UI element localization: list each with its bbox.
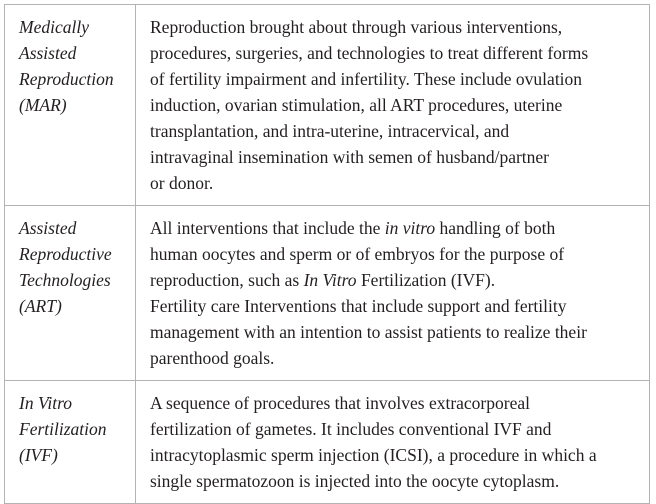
text-run: handling of both	[435, 218, 556, 238]
italic-term: In Vitro	[303, 270, 357, 290]
term-line: Technologies	[19, 270, 111, 290]
table-row	[5, 206, 650, 381]
term-line: Fertilization	[19, 419, 107, 439]
definition-line: Reproduction brought about through various interventions,	[150, 17, 563, 37]
text-run: Fertilization (IVF).	[356, 270, 496, 290]
definition-line: Fertility care Interventions that include support and fertility	[150, 296, 567, 316]
definitions-table	[4, 4, 650, 504]
term-line: Reproduction	[19, 69, 114, 89]
definition-line: induction, ovarian stimulation, all ART procedures, uterine	[150, 95, 563, 115]
term-cell-art	[5, 206, 136, 381]
term-line: Medically	[19, 17, 89, 37]
definition-line: parenthood goals.	[150, 348, 275, 368]
term-cell-ivf	[5, 381, 136, 504]
text-run: reproduction, such as	[150, 270, 304, 290]
term-line: (IVF)	[19, 445, 58, 465]
definition-line: human oocytes and sperm or of embryos for the purpose of	[150, 244, 565, 264]
italic-term: in vitro	[384, 218, 436, 238]
definition-line: transplantation, and intra-uterine, intracervical, and	[150, 121, 510, 141]
definition-line: intravaginal insemination with semen of husband/partner	[150, 147, 549, 167]
text-run: All interventions that include the	[150, 218, 385, 238]
term-line: (ART)	[19, 296, 62, 316]
definition-line: single spermatozoon is injected into the oocyte cytoplasm.	[150, 471, 560, 491]
term-line: Reproductive	[19, 244, 112, 264]
table-row	[5, 381, 650, 504]
term-cell-mar	[5, 5, 136, 206]
definition-line: intracytoplasmic sperm injection (ICSI), a procedure in which a	[150, 445, 597, 465]
definition-line: or donor.	[150, 173, 214, 193]
term-line: (MAR)	[19, 95, 67, 115]
definition-line: fertilization of gametes. It includes conventional IVF and	[150, 419, 552, 439]
definition-line	[150, 267, 637, 293]
definition-cell-art	[136, 206, 650, 381]
definition-cell-mar	[136, 5, 650, 206]
table-row	[5, 5, 650, 206]
term-line: Assisted	[19, 43, 77, 63]
term-line: In Vitro	[19, 393, 72, 413]
definition-line: management with an intention to assist patients to realize their	[150, 322, 587, 342]
definition-line	[150, 215, 637, 241]
definition-line: of fertility impairment and infertility. These include ovulation	[150, 69, 583, 89]
term-line: Assisted	[19, 218, 77, 238]
definition-line: procedures, surgeries, and technologies to treat different forms	[150, 43, 589, 63]
definition-cell-ivf	[136, 381, 650, 504]
definition-line: A sequence of procedures that involves extracorporeal	[150, 393, 530, 413]
